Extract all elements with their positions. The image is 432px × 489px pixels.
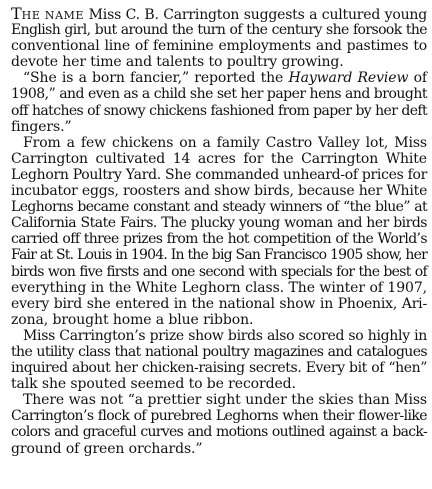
lead-in-initial: T: [11, 4, 22, 23]
article-line: devote her time and talents to poultry growing.: [11, 54, 344, 71]
article-line: birds won five firsts and one second with specials for the best of: [11, 263, 427, 280]
article-line: incubator eggs, roosters and show birds, because her White: [11, 183, 428, 200]
lead-in: [11, 4, 85, 23]
article-line: Carrington cultivated 14 acres for the Carrington White: [11, 150, 427, 167]
article-line: Carrington’s flock of purebred Leghorns when their flower-like: [11, 408, 427, 425]
article-line: fingers.”: [11, 118, 72, 135]
article-line: conventional line of feminine employments and pastimes to: [11, 38, 427, 55]
article-line-text: Miss C. B. Carrington suggests a cultured young: [84, 7, 427, 23]
article-line: There was not “a prettier sight under the skies than Miss: [23, 392, 427, 409]
article-line: colors and graceful curves and motions outlined against a back-: [11, 424, 427, 441]
article-line: inquired about her chicken-raising secrets. Every bit of “hen”: [11, 360, 427, 377]
article-line: English girl, but around the turn of the century she forsook the: [11, 22, 427, 39]
article-line: every bird she entered in the national show in Phoenix, Ari-: [11, 295, 427, 312]
article-line: California State Fairs. The plucky young woman and her birds: [11, 215, 427, 232]
article-line: talk she spouted seemed to be recorded.: [11, 376, 296, 393]
article-line: off hatches of snowy chickens fashioned from paper by her deft: [11, 102, 427, 119]
article-line: ground of green orchards.”: [11, 440, 203, 457]
article-line: 1908,” and even as a child she set her paper hens and brought: [11, 86, 427, 103]
article-line: Leghorns became constant and steady winners of “the blue” at: [11, 199, 427, 216]
article-line: “She is a born fancier,” reported the Hayward Review of: [23, 70, 427, 87]
article-line: zona, brought home a blue ribbon.: [11, 311, 254, 328]
article-line: Fair at St. Louis in 1904. In the big San Francisco 1905 show, her: [11, 247, 427, 264]
article-line: the utility class that national poultry magazines and catalogues: [11, 343, 427, 360]
article-line: Leghorn Poultry Yard. She commanded unheard-of prices for: [11, 166, 428, 183]
publication-title: Hayward Review: [288, 70, 409, 87]
article-text: [11, 6, 427, 457]
article-line: From a few chickens on a family Castro Valley lot, Miss: [23, 134, 427, 151]
article-line: Miss Carrington’s prize show birds also scored so highly in: [23, 327, 427, 344]
article-line: everything in the White Leghorn class. The winter of 1907,: [11, 279, 427, 296]
article-line: carried off three prizes from the hot competition of the World’s: [11, 231, 427, 248]
lead-in-small-caps: HE NAME: [21, 9, 85, 22]
article-line: [11, 6, 427, 22]
